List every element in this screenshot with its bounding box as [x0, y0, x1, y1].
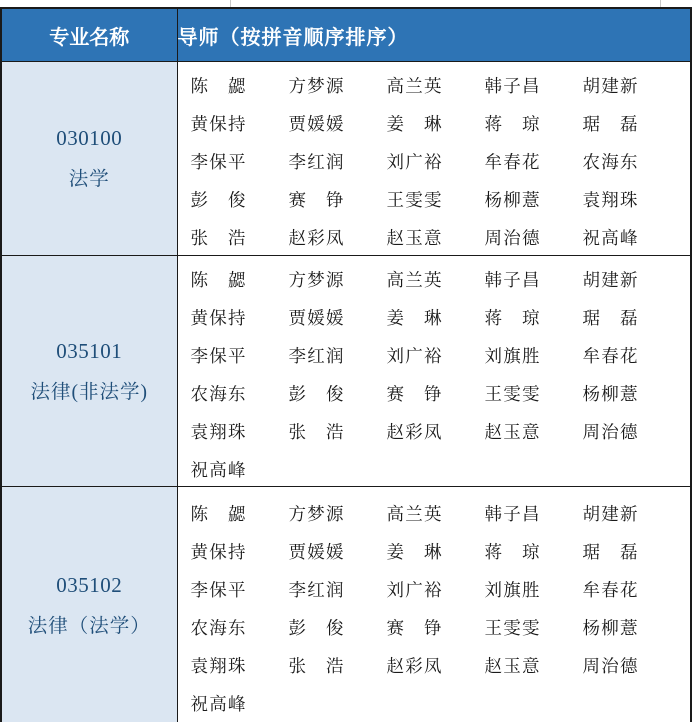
advisor-name: 彭俊 [288, 383, 344, 404]
advisor-name: 赵彩凤 [386, 421, 442, 442]
grid-tick [660, 0, 661, 7]
advisor-name: 姜琳 [386, 307, 442, 328]
table-header-row [1, 8, 691, 62]
advisor-name: 陈勰 [190, 503, 246, 524]
advisor-name: 陈勰 [190, 76, 246, 96]
major-title: 法学 [68, 169, 110, 190]
advisor-name: 蒋琼 [484, 541, 540, 562]
advisor-name: 韩子昌 [484, 269, 540, 290]
advisors-cell [177, 487, 691, 722]
major-title: 法律(非法学) [30, 381, 148, 403]
table-row [1, 487, 691, 722]
advisor-name: 赵玉意 [484, 421, 540, 442]
advisor-name: 袁翔珠 [190, 655, 246, 676]
advisor-name: 刘广裕 [386, 579, 442, 600]
advisor-name: 周治德 [484, 228, 540, 248]
advisor-name: 王雯雯 [484, 383, 540, 404]
advisor-name: 韩子昌 [484, 503, 540, 524]
major-code: 035101 [56, 338, 123, 363]
advisor-name: 牟春花 [582, 345, 638, 366]
advisor-name: 周治德 [582, 655, 638, 676]
advisor-name: 赛铮 [288, 190, 344, 210]
header-advisors: 导师（按拼音顺序排序） [177, 8, 691, 62]
advisor-name: 琚磊 [582, 541, 638, 562]
advisor-name: 李红润 [288, 345, 344, 366]
table-row [1, 256, 691, 487]
advisor-name: 袁翔珠 [582, 190, 638, 210]
advisor-grid [178, 64, 691, 253]
advisor-name: 方梦源 [288, 269, 344, 290]
advisor-name: 贾媛媛 [288, 114, 344, 134]
major-code: 035102 [56, 572, 123, 597]
advisor-name: 刘广裕 [386, 345, 442, 366]
advisor-name: 赵彩凤 [386, 655, 442, 676]
major-cell [1, 62, 177, 256]
advisor-name: 贾媛媛 [288, 541, 344, 562]
advisor-name: 姜琳 [386, 541, 442, 562]
advisor-name: 农海东 [582, 152, 638, 172]
advisor-name: 李红润 [288, 579, 344, 600]
advisor-name: 高兰英 [386, 269, 442, 290]
major-cell [1, 487, 177, 722]
advisor-name: 刘广裕 [386, 152, 442, 172]
advisor-name: 王雯雯 [484, 617, 540, 638]
page-top-margin [0, 0, 692, 7]
advisor-name: 杨柳薏 [484, 190, 540, 210]
major-cell [1, 256, 177, 487]
advisor-name: 杨柳薏 [582, 383, 638, 404]
advisor-name: 陈勰 [190, 269, 246, 290]
advisor-name: 牟春花 [484, 152, 540, 172]
advisor-name: 李红润 [288, 152, 344, 172]
advisor-name: 刘旗胜 [484, 579, 540, 600]
advisor-name: 农海东 [190, 617, 246, 638]
advisor-name: 高兰英 [386, 503, 442, 524]
advisor-name: 姜琳 [386, 114, 442, 134]
advisor-name: 贾媛媛 [288, 307, 344, 328]
advisor-name: 张浩 [190, 228, 246, 248]
advisors-cell [177, 256, 691, 487]
advisor-name: 赛铮 [386, 383, 442, 404]
advisor-name: 刘旗胜 [484, 345, 540, 366]
advisor-name: 高兰英 [386, 76, 442, 96]
advisor-name: 胡建新 [582, 76, 638, 96]
advisor-name: 牟春花 [582, 579, 638, 600]
advisor-name: 胡建新 [582, 503, 638, 524]
advisor-name: 方梦源 [288, 76, 344, 96]
advisor-grid [178, 258, 691, 485]
advisor-name: 韩子昌 [484, 76, 540, 96]
major-title: 法律（法学） [27, 615, 151, 637]
advisor-name: 赵玉意 [484, 655, 540, 676]
advisor-name: 蒋琼 [484, 307, 540, 328]
advisor-name: 蒋琼 [484, 114, 540, 134]
advisor-name: 杨柳薏 [582, 617, 638, 638]
advisor-name: 农海东 [190, 383, 246, 404]
advisor-name: 张浩 [288, 655, 344, 676]
advisor-name: 祝高峰 [190, 693, 246, 714]
advisor-name: 祝高峰 [582, 228, 638, 248]
grid-tick [230, 0, 231, 7]
advisor-name: 方梦源 [288, 503, 344, 524]
advisor-name: 袁翔珠 [190, 421, 246, 442]
table-row [1, 62, 691, 256]
major-code: 030100 [56, 126, 123, 150]
advisor-name: 黄保持 [190, 541, 246, 562]
advisor-name: 琚磊 [582, 307, 638, 328]
advisor-name: 赵彩凤 [288, 228, 344, 248]
advisor-name: 周治德 [582, 421, 638, 442]
advisor-name: 赵玉意 [386, 228, 442, 248]
header-major-name: 专业名称 [1, 8, 177, 62]
advisor-name: 胡建新 [582, 269, 638, 290]
advisor-name: 王雯雯 [386, 190, 442, 210]
advisor-grid [178, 492, 691, 719]
advisor-name: 琚磊 [582, 114, 638, 134]
advisors-table [0, 7, 692, 722]
advisor-name: 彭俊 [288, 617, 344, 638]
advisor-name: 李保平 [190, 579, 246, 600]
advisor-name: 祝高峰 [190, 459, 246, 480]
advisor-name: 李保平 [190, 152, 246, 172]
advisor-name: 李保平 [190, 345, 246, 366]
advisor-name: 黄保持 [190, 307, 246, 328]
advisor-name: 张浩 [288, 421, 344, 442]
advisor-name: 黄保持 [190, 114, 246, 134]
advisor-name: 赛铮 [386, 617, 442, 638]
advisors-cell [177, 62, 691, 256]
advisor-name: 彭俊 [190, 190, 246, 210]
